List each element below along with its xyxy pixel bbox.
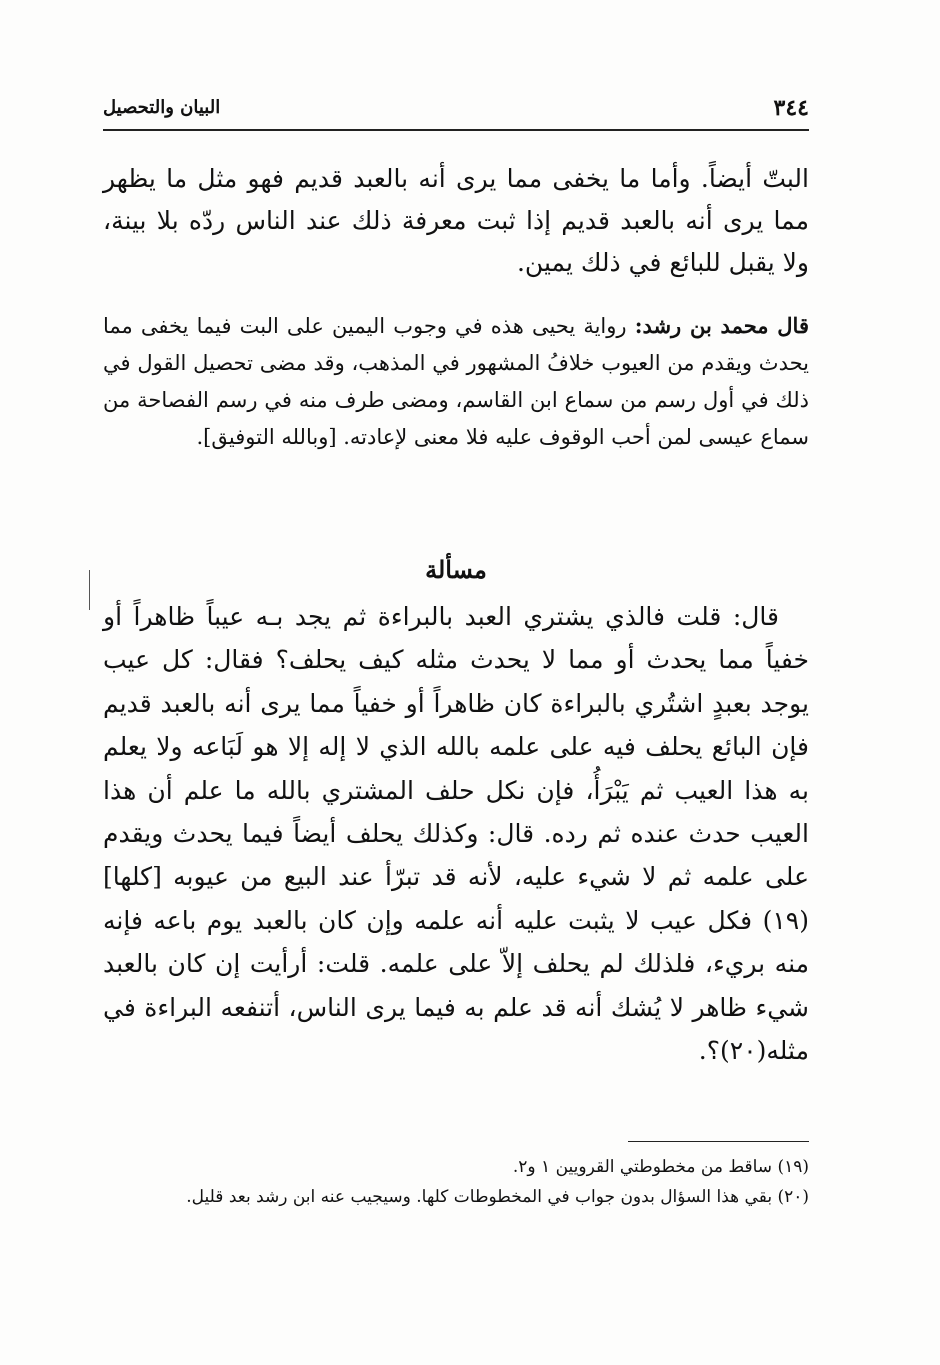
footnotes — [103, 1152, 809, 1212]
footnote-rule — [628, 1141, 809, 1142]
page-number: ٣٤٤ — [773, 95, 809, 121]
paragraph-2-text: رواية يحيى هذه في وجوب اليمين على البت فيما يخفى مما يحدث ويقدم من العيوب خلافُ المشهور في المذهب، وقد مضى تحصيل القول في ذلك في أول رسم من سماع ابن القاسم، ومضى طرف منه في رسم الفصاحة من سماع عيسى لمن أحب الوقوف عليه فلا معنى لإعادته. [وبالله التوفيق]. — [103, 314, 809, 449]
header-rule — [103, 129, 809, 131]
margin-mark — [89, 570, 90, 610]
footnote-20: (٢٠) بقي هذا السؤال بدون جواب في المخطوطات كلها. وسيجيب عنه ابن رشد بعد قليل. — [186, 1187, 809, 1207]
paragraph-3 — [103, 595, 809, 1072]
running-title: البيان والتحصيل — [103, 97, 221, 118]
page-header — [103, 95, 809, 129]
footnote-19: (١٩) ساقط من مخطوطتي القرويين ١ و٢. — [512, 1157, 809, 1177]
paragraph-3-text: قال: قلت فالذي يشتري العبد بالبراءة ثم يجد بـه عيباً ظاهراً أو خفياً مما يحدث أو مما لا يحدث مثله كيف يحلف؟ فقال: كل عيب يوجد بعبدٍ اشتُري بالبراءة كان ظاهراً أو خفياً مما يرى أنه بالعبد قديم فإن البائع يحلف فيه على علمه بالله الذي لا إله إلا هو لَبَاعه ولا يعلم به هذا العيب ثم يَبْرَأُ، فإن نكل حلف المشتري بالله ما علم أن هذا العيب حدث عنده ثم رده. قال: وكذلك يحلف أيضاً فيما يحدث ويقدم على علمه ثم لا شيء عليه، لأنه قد تبرّأ عند البيع من عيوبه [كلها](١٩) فكل عيب لا يثبت عليه أنه علمه وإن كان بالعبد يوم باعه فإنه منه بريء، فلذلك لم يحلف إلاّ على علمه. قلت: أرأيت إن كان بالعبد شيء ظاهر لا يُشك أنه قد علم به فيما يرى الناس، أتنفعه البراءة في مثله(٢٠)؟. — [103, 602, 809, 1066]
paragraph-2 — [103, 307, 809, 456]
paragraph-1: البتّ أيضاً. وأما ما يخفى مما يرى أنه بالعبد قديم فهو مثل ما يظهر مما يرى أنه بالعبد قديم إذا ثبت معرفة ذلك عند الناس ردّه بلا بينة، ولا يقبل للبائع في ذلك يمين. — [103, 164, 809, 277]
section-title: مسألة — [425, 555, 487, 584]
speaker-label: قال محمد بن رشد: — [634, 313, 809, 338]
